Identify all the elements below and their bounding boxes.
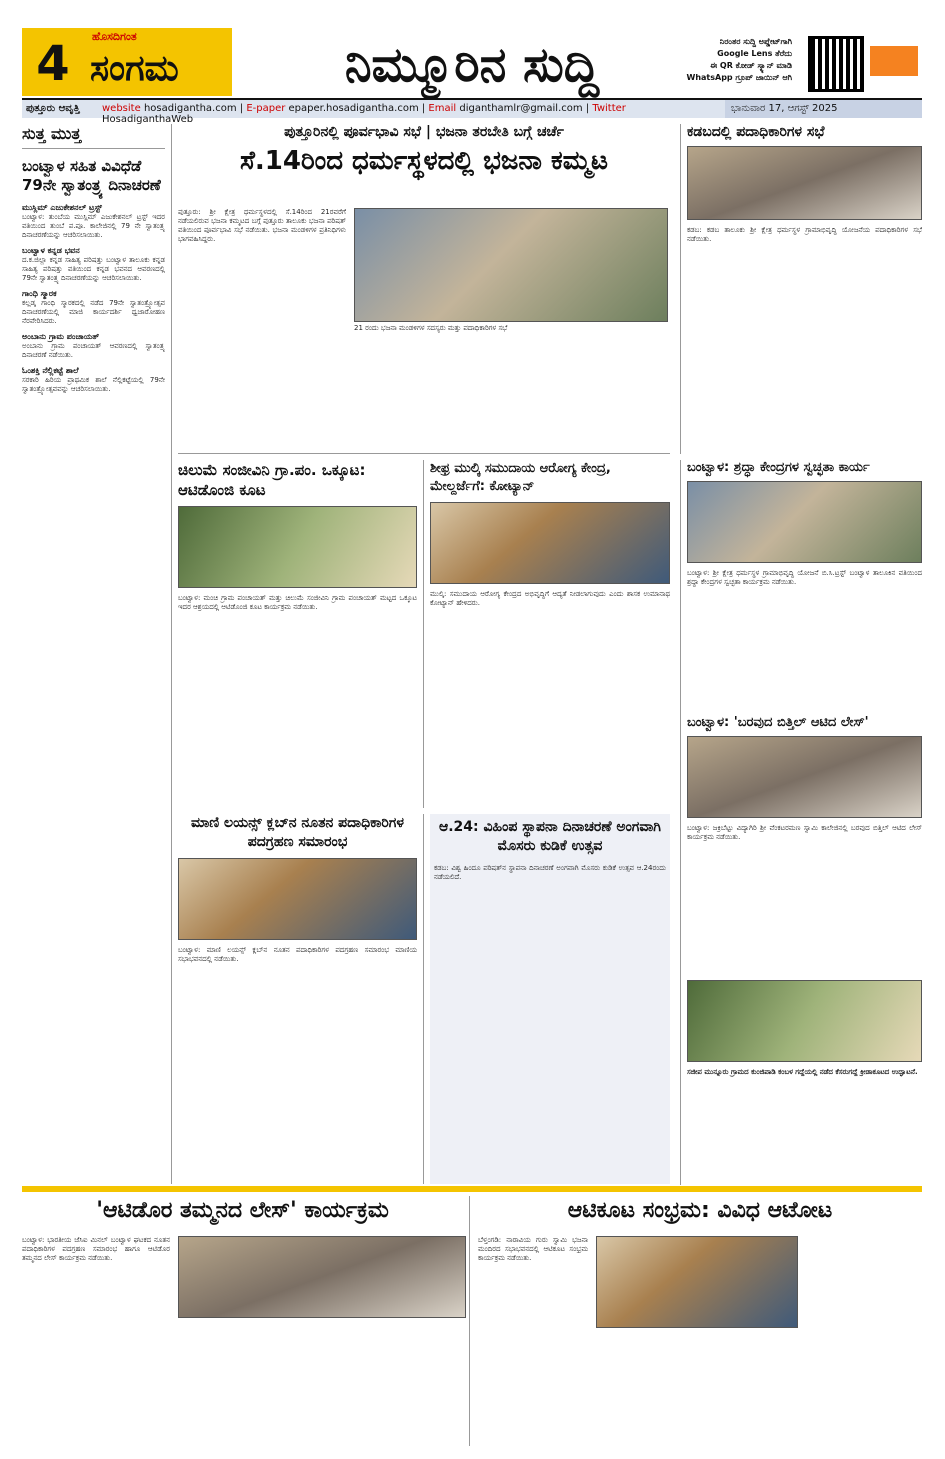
issue-date: ಭಾನುವಾರ 17, ಆಗಸ್ಟ್ 2025 [725, 100, 922, 118]
bottom-right-body: ಬೆಳ್ತಂಗಡಿ: ನಾರಾವಿಯ ಗುರು ಸ್ವಾಮಿ ಭಜನಾ ಮಂದಿರದ ಸಭಾಭವನದಲ್ಲಿ ಆಟಿಕೂಟ ಸಂಭ್ರಮ ಕಾರ್ಯಕ್ರಮ ನಡೆಯಿತು. [478, 1236, 588, 1262]
edition-label: ಪುತ್ತೂರು ಆವೃತ್ತಿ [26, 103, 80, 114]
sidebar-section-title: ಅಂಬಾನು ಗ್ರಾಮ ಪಂಚಾಯತ್ [22, 332, 100, 341]
bottom-right-story [478, 1196, 922, 1446]
lions-body: ಬಂಟ್ವಾಳ: ಮಾಣಿ ಲಯನ್ಸ್ ಕ್ಲಬ್‌ನ ನೂತನ ಪದಾಧಿಕಾರಿಗಳ ಪದಗ್ರಹಣ ಸಮಾರಂಭ ಮಾಣಿಯ ಸಭಾಭವನದಲ್ಲಿ ನಡೆಯಿತು. [178, 946, 417, 963]
vhp-headline: ಆ.24: ವಿಹಿಂಪ ಸ್ಥಾಪನಾ ದಿನಾಚರಣೆ ಅಂಗವಾಗಿ ಮೊಸರು ಕುಡಿಕೆ ಉತ್ಸವ [439, 819, 661, 854]
brand-logo: ಹೊಸದಿಗಂತ [92, 30, 137, 43]
right-mid-headline: ಬಂಟ್ವಾಳ: ಶ್ರದ್ಧಾ ಕೇಂದ್ರಗಳ ಸ್ವಚ್ಛತಾ ಕಾರ್ಯ [687, 460, 870, 475]
website-link[interactable]: hosadigantha.com [143, 103, 237, 114]
mid-left-photo [178, 506, 417, 588]
bottom-left-photo [178, 1236, 466, 1318]
lead-story [178, 124, 670, 454]
twitter-label: Twitter [592, 103, 626, 114]
qr-line: Google Lens ತೆರೆದು [717, 49, 792, 58]
right-top-story [680, 124, 922, 454]
vhp-story [430, 814, 670, 1184]
website-label: website [102, 103, 141, 114]
epaper-link[interactable]: epaper.hosadigantha.com [288, 103, 419, 114]
right-mid-headline-2: ಬಂಟ್ವಾಳ: 'ಬರವುದ ಬಿತ್ತಿಲ್ ಆಟಿದ ಲೇಸ್' [687, 715, 869, 730]
right-mid-body: ಬಂಟ್ವಾಳ: ಶ್ರೀ ಕ್ಷೇತ್ರ ಧರ್ಮಸ್ಥಳ ಗ್ರಾಮಾಭಿವೃದ್ಧಿ ಯೋಜನೆ ಬಿ.ಸಿ.ಟ್ರಸ್ಟ್ ಬಂಟ್ವಾಳ ತಾಲೂಕಿನ ವತಿಯಿಂದ ಶ್ರದ್ಧಾ ಕೇಂದ್ರಗಳ ಸ್ವಚ್ಛತಾ ಕಾರ್ಯಕ್ರಮ ನಡೆಯಿತು. [687, 569, 922, 586]
section-title: ಸಂಗಮ [90, 47, 179, 89]
sidebar-section-text: ದ.ಕ.ಜಿಲ್ಲಾ ಕನ್ನಡ ಸಾಹಿತ್ಯ ಪರಿಷತ್ತು ಬಂಟ್ವಾಳ ತಾಲೂಕು ಕನ್ನಡ ಸಾಹಿತ್ಯ ಪರಿಷತ್ತು ವತಿಯಿಂದ ಕನ್ನಡ ಭವನದ ಆವರಣದಲ್ಲಿ 79ನೇ ಸ್ವಾತಂತ್ರ್ಯ ದಿನಾಚರಣೆಯನ್ನು ಆಚರಿಸಲಾಯಿತು. [22, 256, 165, 282]
sidebar-section-title: ಗಾಂಧಿ ಸ್ಮಾರಕ [22, 289, 57, 298]
sidebar-headline: ಬಂಟ್ವಾಳ ಸಹಿತ ವಿವಿಧೆಡೆ 79ನೇ ಸ್ವಾತಂತ್ರ್ಯ ದಿನಾಚರಣೆ [22, 157, 161, 194]
divider-bar [22, 1186, 922, 1192]
sidebar-logo: ಸುತ್ತ ಮುತ್ತ [22, 124, 165, 149]
page-title: ನಿಮ್ಮೂರಿನ ಸುದ್ದಿ [344, 37, 600, 93]
mid-center-body: ಮುಲ್ಕಿ: ಸಮುದಾಯ ಆರೋಗ್ಯ ಕೇಂದ್ರದ ಅಭಿವೃದ್ಧಿಗೆ ಆದ್ಯತೆ ನೀಡಲಾಗುವುದು ಎಂದು ಶಾಸಕ ಉಮಾನಾಥ ಕೋಟ್ಯಾನ್ ಹೇಳಿದರು. [430, 590, 670, 607]
epaper-label: E-paper [246, 103, 286, 114]
lead-kicker: ಪುತ್ತೂರಿನಲ್ಲಿ ಪೂರ್ವಭಾವಿ ಸಭೆ | ಭಜನಾ ತರಬೇತಿ ಬಗ್ಗೆ ಚರ್ಚೆ [284, 124, 564, 140]
right-mid-body-2: ಬಂಟ್ವಾಳ: ಜಕ್ರಿಬೆಟ್ಟು ವಿದ್ಯಾಗಿರಿ ಶ್ರೀ ವೆಂಕಟರಮಣ ಸ್ವಾಮಿ ಕಾಲೇಜಿನಲ್ಲಿ ಬರವುದ ಬಿತ್ತಿಲ್ ಆಟಿದ ಲೇಸ್ ಕಾರ್ಯಕ್ರಮ ನಡೆಯಿತು. [687, 824, 922, 841]
bottom-right-photo [596, 1236, 798, 1328]
email-label: Email [428, 103, 457, 114]
right-top-headline: ಕಡಬದಲ್ಲಿ ಪದಾಧಿಕಾರಿಗಳ ಸಭೆ [687, 124, 825, 140]
right-mid-photo-3 [687, 980, 922, 1062]
right-mid-caption: ಸಜೀಪ ಮುನ್ನೂರು ಗ್ರಾಮದ ಕುಂಜಿಪಾಡಿ ಕಂಬಳ ಗದ್ದೆಯಲ್ಲಿ ನಡೆದ ಕೆಸರುಗದ್ದೆ ಕ್ರೀಡಾಕೂಟದ ಉದ್ಘಾಟನೆ. [687, 1068, 918, 1076]
twitter-link[interactable]: HosadiganthaWeb [102, 114, 194, 125]
lead-headline: ಸೆ.14ರಿಂದ ಧರ್ಮಸ್ಥಳದಲ್ಲಿ ಭಜನಾ ಕಮ್ಮಟ [240, 146, 608, 176]
right-mid-column [680, 460, 922, 1185]
page-number: 4 [36, 36, 70, 92]
qr-line: ಈ QR ಕೋಡ್ ಸ್ಕ್ಯಾನ್ ಮಾಡಿ [710, 61, 792, 70]
sidebar-section-text: ಸರಕಾರಿ ಹಿರಿಯ ಪ್ರಾಥಮಿಕ ಶಾಲೆ ನೆಲ್ಲಿಕಟ್ಟೆಯಲ್ಲಿ 79ನೇ ಸ್ವಾತಂತ್ರ್ಯೋತ್ಸವವನ್ನು ಆಚರಿಸಲಾಯಿತು. [22, 376, 165, 393]
mid-center-story [430, 460, 670, 808]
lead-caption: 21 ರಂದು ಭಜನಾ ಮಂಡಳಿಗಳ ಸದಸ್ಯರು ಮತ್ತು ಪದಾಧಿಕಾರಿಗಳ ಸಭೆ [354, 324, 508, 332]
mid-center-headline: ಶೀಫ್ರ ಮುಲ್ಕಿ ಸಮುದಾಯ ಆರೋಗ್ಯ ಕೇಂದ್ರ, ಮೇಲ್ದರ್ಜೆಗೆ: ಕೋಟ್ಯಾನ್ [430, 461, 611, 494]
mid-left-headline: ಚಿಲುಮೆ ಸಂಜೀವಿನಿ ಗ್ರಾ.ಪಂ. ಒಕ್ಕೂಟ: ಆಟಿಡೊಂಜಿ ಕೂಟ [178, 461, 366, 499]
bottom-right-headline: ಆಟಿಕೂಟ ಸಂಭ್ರಮ: ವಿವಿಧ ಆಟೋಟ [567, 1198, 833, 1223]
mid-center-photo [430, 502, 670, 584]
vhp-body: ಕಡಬ: ವಿಶ್ವ ಹಿಂದೂ ಪರಿಷತ್‌ನ ಸ್ಥಾಪನಾ ದಿನಾಚರಣೆ ಅಂಗವಾಗಿ ಮೊಸರು ಕುಡಿಕೆ ಉತ್ಸವ ಆ.24ರಂದು ನಡೆಯಲಿದೆ. [434, 864, 666, 881]
lead-body: ಪುತ್ತೂರು: ಶ್ರೀ ಕ್ಷೇತ್ರ ಧರ್ಮಸ್ಥಳದಲ್ಲಿ ಸೆ.14ರಿಂದ 21ರವರೆಗೆ ನಡೆಯಲಿರುವ ಭಜನಾ ಕಮ್ಮಟದ ಬಗ್ಗೆ ಪುತ್ತೂರು ತಾಲೂಕು ಭಜನಾ ಪರಿಷತ್ ವತಿಯಿಂದ ಪೂರ್ವಭಾವಿ ಸಭೆ ನಡೆಯಿತು. ಭಜನಾ ಮಂಡಳಿಗಳ ಪ್ರತಿನಿಧಿಗಳು ಭಾಗವಹಿಸಿದ್ದರು. [178, 208, 346, 243]
sidebar-section-text: ಕಲ್ಲಡ್ಕ ಗಾಂಧಿ ಸ್ಮಾರಕದಲ್ಲಿ ನಡೆದ 79ನೇ ಸ್ವಾತಂತ್ರ್ಯೋತ್ಸವ ದಿನಾಚರಣೆಯಲ್ಲಿ ಮಾಜಿ ಕಾರ್ಯದರ್ಶಿ ಧ್ವಜಾರೋಹಣ ನೆರವೇರಿಸಿದರು. [22, 299, 165, 325]
right-mid-photo [687, 481, 922, 563]
right-top-body: ಕಡಬ: ಕಡಬ ತಾಲೂಕು ಶ್ರೀ ಕ್ಷೇತ್ರ ಧರ್ಮಸ್ಥಳ ಗ್ರಾಮಾಭಿವೃದ್ಧಿ ಯೋಜನೆಯ ಪದಾಧಿಕಾರಿಗಳ ಸಭೆ ನಡೆಯಿತು. [687, 226, 922, 243]
email-link[interactable]: diganthamlr@gmail.com [459, 103, 583, 114]
lions-headline: ಮಾಣಿ ಲಯನ್ಸ್ ಕ್ಲಬ್‌ನ ನೂತನ ಪದಾಧಿಕಾರಿಗಳ ಪದಗ್ರಹಣ ಸಮಾರಂಭ [191, 815, 404, 850]
mid-left-story [178, 460, 424, 808]
qr-code-icon[interactable] [808, 36, 864, 92]
mid-left-body: ಬಂಟ್ವಾಳ: ಮಂಚಿ ಗ್ರಾಮ ಪಂಚಾಯತ್ ಮತ್ತು ಚಿಲುಮೆ ಸಂಜೀವಿನಿ ಗ್ರಾಮ ಪಂಚಾಯತ್ ಮಟ್ಟದ ಒಕ್ಕೂಟ ಇದರ ಆಶ್ರಯದಲ್ಲಿ ಆಟಿಡೊಂಜಿ ಕೂಟ ಕಾರ್ಯಕ್ರಮ ನಡೆಯಿತು. [178, 594, 417, 611]
right-mid-photo-2 [687, 736, 922, 818]
lead-photo [354, 208, 668, 322]
contact-strip: website hosadigantha.com | E-paper epaper.hosadigantha.com | Email diganthamlr@gmail.com | Twitter HosadiganthaWeb [102, 103, 626, 125]
bottom-left-body: ಬಂಟ್ವಾಳ: ಭಾರತೀಯ ಜೆಸಿಐ ಮಿನಲ್ ಬಂಟ್ವಾಳ ಘಟಕದ ನೂತನ ಪದಾಧಿಕಾರಿಗಳ ಪದಗ್ರಹಣ ಸಮಾರಂಭ ಹಾಗೂ ಆಟಿಡೊರ ತಮ್ಮನದ ಲೇಸ್ ಕಾರ್ಯಕ್ರಮ ನಡೆಯಿತು. [22, 1236, 170, 1262]
qr-line: ನಿರಂತರ ಸುದ್ದಿ ಅಪ್ಡೇಟ್‌ಗಾಗಿ [719, 37, 792, 46]
bottom-left-headline: 'ಆಟಿಡೊರ ತಮ್ಮನದ ಲೇಸ್' ಕಾರ್ಯಕ್ರಮ [96, 1198, 389, 1223]
qr-line: WhatsApp ಗ್ರೂಪ್ ಜಾಯಿನ್ ಆಗಿ [686, 73, 792, 82]
lions-story [178, 814, 424, 1184]
sidebar-section-text: ಬಂಟ್ವಾಳ: ತುಂಬೆಯ ಮುಸ್ಲಿಮ್ ಎಜುಕೇಶನಲ್ ಟ್ರಸ್ಟ್ ಇದರ ವತಿಯಿಂದ ತುಂಬೆ ಪ.ಪೂ. ಕಾಲೇಜಿನಲ್ಲಿ 79 ನೇ ಸ್ವಾತಂತ್ರ್ಯ ದಿನಾಚರಣೆಯನ್ನು ಆಚರಿಸಲಾಯಿತು. [22, 213, 165, 239]
accent-box [870, 46, 918, 76]
bottom-left-story [22, 1196, 470, 1446]
sidebar-section-title: ಮುಸ್ಲಿಮ್ ಎಜುಕೇಶನಲ್ ಟ್ರಸ್ಟ್ [22, 203, 103, 212]
lions-photo [178, 858, 417, 940]
sidebar-section-title: ಓಂಶಕ್ತಿ ನೆಲ್ಲಿಕಟ್ಟೆ ಶಾಲೆ [22, 366, 79, 375]
sidebar-section-text: ಅಂಬಾನು ಗ್ರಾಮ ಪಂಚಾಯತ್ ಆವರಣದಲ್ಲಿ ಸ್ವಾತಂತ್ರ್ಯ ದಿನಾಚರಣೆ ನಡೆಯಿತು. [22, 342, 165, 359]
right-top-photo [687, 146, 922, 220]
sidebar [22, 124, 172, 1184]
sidebar-section-title: ಬಂಟ್ವಾಳ ಕನ್ನಡ ಭವನ [22, 246, 80, 255]
qr-instructions [640, 36, 792, 96]
